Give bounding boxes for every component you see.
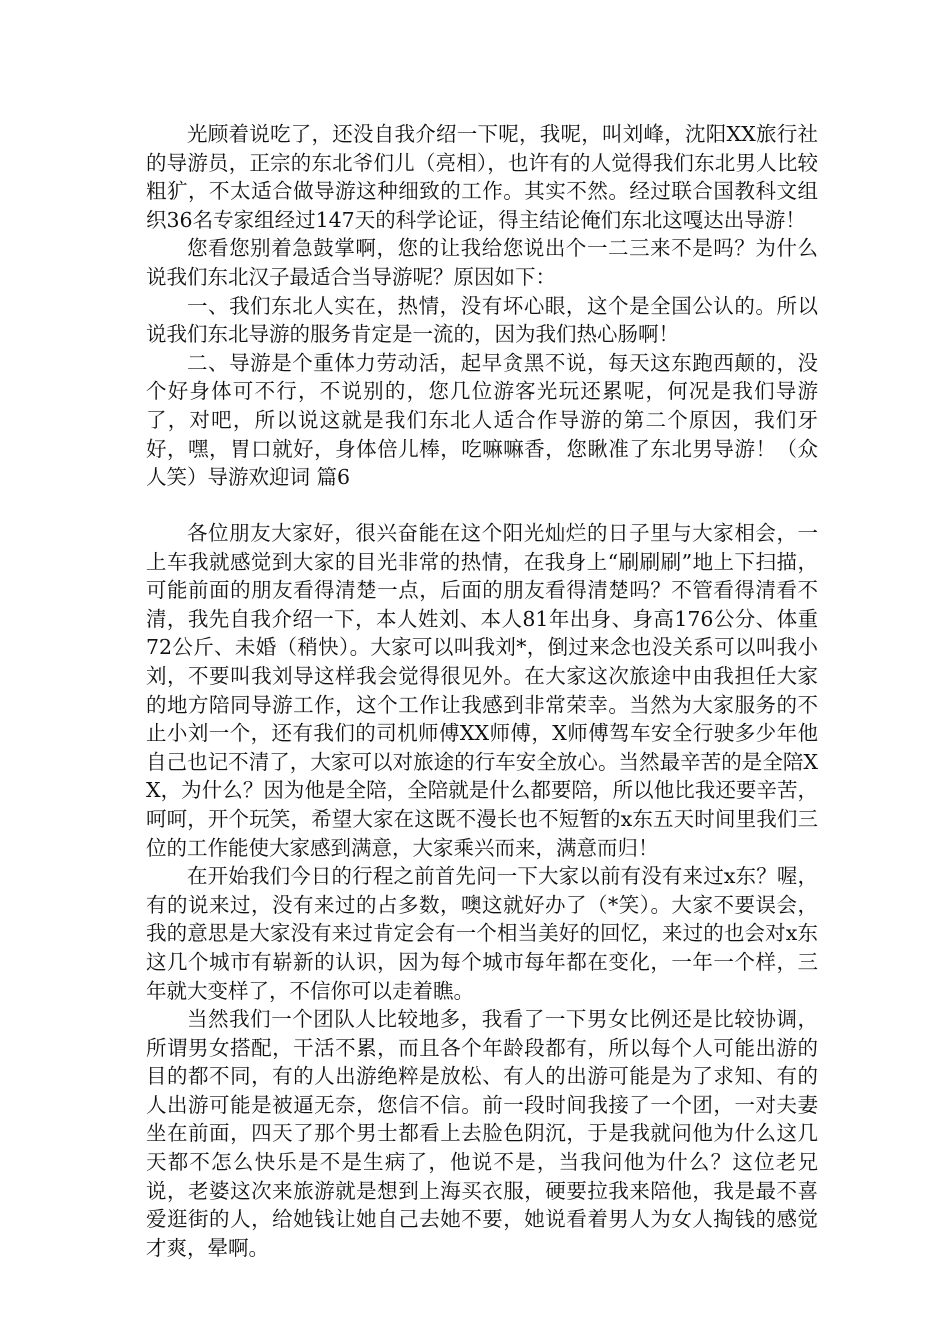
paragraph-group-story: 当然我们一个团队人比较地多，我看了一下男女比例还是比较协调，所谓男女搭配，干活不累，而且各个年龄段都有，所以每个人可能出游的目的都不同，有的人出游绝粹是放松、有人的出游可能是为了求知、有的人出游可能是被逼无奈，您信不信。前一段时间我接了一个团，一对夫妻坐在前面，四天了那个男士都看上去脸色阴沉，于是我就问他为什么这几天都不怎么快乐是不是生病了，他说不是，当我问他为什么？这位老兄说，老婆这次来旅游就是想到上海买衣服，硬要拉我来陪他，我是最不喜爱逛街的人，给她钱让她自己去她不要，她说看着男人为女人掏钱的感觉才爽，晕啊。	[146, 1007, 818, 1260]
paragraph-reason-one: 一、我们东北人实在，热情，没有坏心眼，这个是全国公认的。所以说我们东北导游的服务肯定是一流的，因为我们热心肠啊！	[146, 293, 818, 347]
paragraph-welcome-greeting: 各位朋友大家好，很兴奋能在这个阳光灿烂的日子里与大家相会，一上车我就感觉到大家的目光非常的热情，在我身上“刷刷刷”地上下扫描，可能前面的朋友看得清楚一点，后面的朋友看得清楚吗？不管看得清看不清，我先自我介绍一下，本人姓刘、本人81年出身、身高176公分、体重72公斤、未婚（稍快）。大家可以叫我刘*，倒过来念也没关系可以叫我小刘，不要叫我刘导这样我会觉得很见外。在大家这次旅途中由我担任大家的地方陪同导游工作，这个工作让我感到非常荣幸。当然为大家服务的不止小刘一个，还有我们的司机师傅XX师傅，X师傅驾车安全行驶多少年他自己也记不清了，大家可以对旅途的行车安全放心。当然最辛苦的是全陪XX，为什么？因为他是全陪，全陪就是什么都要陪，所以他比我还要辛苦，呵呵，开个玩笑，希望大家在这既不漫长也不短暂的x东五天时间里我们三位的工作能使大家感到满意，大家乘兴而来，满意而归！	[146, 521, 818, 860]
paragraph-self-introduction: 光顾着说吃了，还没自我介绍一下呢，我呢，叫刘峰，沈阳XX旅行社的导游员，正宗的东北爷们儿（亮相），也许有的人觉得我们东北男人比较粗犷，不太适合做导游这种细致的工作。其实不然。经过联合国教科文组织36名专家组经过147天的科学论证，得主结论俺们东北这嘎达出导游！	[146, 122, 818, 232]
text-section-2	[146, 519, 818, 1262]
paragraph-reason-two: 二、导游是个重体力劳动活，起早贪黑不说，每天这东跑西颠的，没个好身体可不行，不说别的，您几位游客光玩还累呢，何况是我们导游了，对吧，所以说这就是我们东北人适合作导游的第二个原因，我们牙好，嘿，胃口就好，身体倍儿棒，吃嘛嘛香，您瞅准了东北男导游！（众人笑）导游欢迎词 篇6	[146, 350, 818, 490]
paragraph-reasons-intro: 您看您别着急鼓掌啊，您的让我给您说出个一二三来不是吗？为什么说我们东北汉子最适合当导游呢？原因如下：	[146, 236, 818, 289]
text-section-1	[146, 120, 818, 492]
paragraph-itinerary-question: 在开始我们今日的行程之前首先问一下大家以前有没有来过x东？喔，有的说来过，没有来过的占多数，噢这就好办了（*笑）。大家不要误会，我的意思是大家没有来过肯定会有一个相当美好的回忆，来过的也会对x东这几个城市有崭新的认识，因为每个城市每年都在变化，一年一个样，三年就大变样了，不信你可以走着瞧。	[146, 864, 818, 1003]
